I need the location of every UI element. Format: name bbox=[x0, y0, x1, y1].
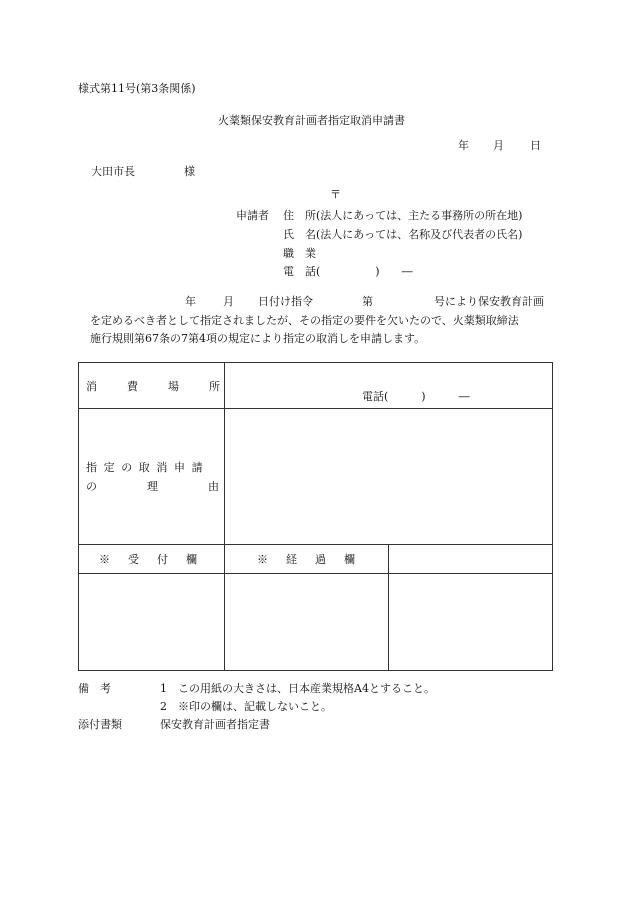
blank-header-cell bbox=[389, 545, 553, 574]
consumption-place-field[interactable] bbox=[225, 363, 553, 409]
attachments-label: 添付書類 bbox=[78, 718, 122, 731]
body-line2: を定めるべき者として指定されましたが、その指定の要件を欠いたので、火薬類取締法 bbox=[90, 314, 519, 327]
body-year: 年 bbox=[185, 295, 196, 308]
blank-field[interactable] bbox=[389, 574, 553, 671]
body-designation: 日付け指令 bbox=[258, 295, 313, 308]
attachments-value: 保安教育計画者指定書 bbox=[160, 718, 270, 731]
addressee-name: 大田市長 bbox=[91, 165, 135, 178]
consumption-place-label-cell bbox=[79, 363, 225, 409]
receipt-label: ※受付欄 bbox=[99, 553, 215, 566]
addressee-honorific: 様 bbox=[184, 165, 195, 178]
date-month: 月 bbox=[493, 139, 504, 152]
label-char: 消 bbox=[86, 379, 97, 393]
application-table bbox=[78, 362, 553, 671]
progress-label: ※経過欄 bbox=[257, 553, 373, 566]
progress-field[interactable] bbox=[225, 574, 389, 671]
reason-label-line2: の理由 bbox=[86, 480, 269, 493]
label-char: 場 bbox=[168, 379, 179, 393]
reason-label-line1: 指定の取消申請 bbox=[86, 461, 210, 474]
label-char: 費 bbox=[127, 379, 138, 393]
applicant-address: 住 所(法人にあっては、主たる事務所の所在地) bbox=[283, 209, 523, 222]
postal-mark: 〒 bbox=[330, 188, 341, 201]
notes-label: 備 考 bbox=[78, 682, 111, 695]
body-line3: 施行規則第67条の7第4項の規定により指定の取消しを申請します。 bbox=[90, 332, 426, 345]
consumption-place-label bbox=[79, 378, 224, 394]
applicant-label: 申請者 bbox=[236, 209, 269, 222]
reason-label-cell bbox=[79, 409, 269, 545]
body-month: 月 bbox=[223, 295, 234, 308]
form-number: 様式第11号(第3条関係) bbox=[78, 82, 196, 95]
document-title: 火薬類保安教育計画者指定取消申請書 bbox=[218, 114, 405, 127]
body-line1-rest: 号により保安教育計画 bbox=[434, 295, 544, 308]
date-day: 日 bbox=[530, 139, 541, 152]
receipt-field[interactable] bbox=[79, 574, 225, 671]
consumption-place-phone: 電話( ) ― bbox=[362, 390, 470, 403]
applicant-occupation: 職 業 bbox=[283, 247, 316, 260]
notes-item-1: 1 この用紙の大きさは、日本産業規格A4とすること。 bbox=[160, 682, 435, 695]
date-year: 年 bbox=[458, 139, 469, 152]
body-number-prefix: 第 bbox=[362, 295, 373, 308]
label-char: 所 bbox=[209, 379, 220, 393]
applicant-phone: 電 話( ) ― bbox=[283, 265, 413, 278]
applicant-name: 氏 名(法人にあっては、名称及び代表者の氏名) bbox=[283, 228, 523, 241]
reason-field[interactable] bbox=[225, 409, 553, 545]
receipt-label-cell bbox=[79, 545, 225, 574]
progress-label-cell bbox=[225, 545, 389, 574]
notes-item-2: 2 ※印の欄は、記載しないこと。 bbox=[160, 700, 332, 713]
